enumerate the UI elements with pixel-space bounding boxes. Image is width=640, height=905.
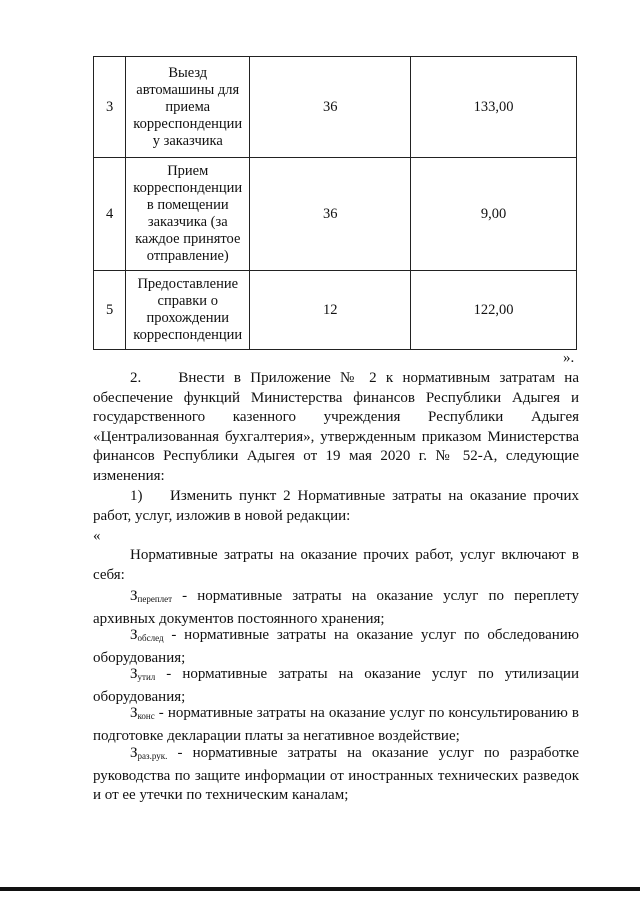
service-price: 133,00 [411, 57, 577, 158]
table-row [94, 57, 577, 158]
cost-description: - нормативные затраты на оказание услуг по обследованию оборудования; [93, 627, 579, 666]
page-bottom-border [0, 887, 640, 891]
cost-symbol: З [130, 666, 138, 682]
row-number: 5 [94, 271, 126, 350]
service-name: Выезд автомашины для приема корреспонденции у заказчика [126, 57, 250, 158]
service-price: 9,00 [411, 158, 577, 271]
table-closing-quote: ». [563, 350, 575, 366]
services-table [93, 56, 577, 350]
cost-subscript: обслед [137, 633, 164, 643]
cost-item [93, 744, 579, 806]
service-name: Прием корреспонденции в помещении заказчика (за каждое принятое отправление) [126, 158, 250, 271]
cost-symbol: З [130, 588, 138, 604]
cost-description: - нормативные затраты на оказание услуг по переплету архивных документов постоянного хранения; [93, 588, 579, 627]
cost-item [93, 704, 579, 746]
row-number: 4 [94, 158, 126, 271]
opening-quote: « [93, 528, 101, 544]
cost-symbol: З [130, 627, 138, 643]
cost-item [93, 587, 579, 629]
cost-subscript: утил [137, 672, 156, 682]
table-row [94, 271, 577, 350]
cost-item [93, 626, 579, 668]
service-quantity: 36 [250, 158, 411, 271]
cost-description: - нормативные затраты на оказание услуг по консультированию в подготовке декларации платы за негативное воздействие; [93, 705, 579, 744]
cost-symbol: З [130, 745, 138, 761]
intro-paragraph: Нормативные затраты на оказание прочих работ, услуг включают в себя: [93, 547, 579, 583]
service-name: Предоставление справки о прохождении корреспонденции [126, 271, 250, 350]
cost-subscript: раз.рук. [137, 751, 168, 761]
service-quantity: 12 [250, 271, 411, 350]
cost-subscript: переплет [137, 594, 173, 604]
item-1: 1) Изменить пункт 2 Нормативные затраты на оказание прочих работ, услуг, изложив в новой редакции: [93, 488, 579, 524]
service-price: 122,00 [411, 271, 577, 350]
cost-description: - нормативные затраты на оказание услуг по разработке руководства по защите информации от иностранных технических разведок и от ее утечки по техническим каналам; [93, 745, 579, 803]
table-row [94, 158, 577, 271]
cost-description: - нормативные затраты на оказание услуг по утилизации оборудования; [93, 666, 579, 705]
service-quantity: 36 [250, 57, 411, 158]
cost-item [93, 665, 579, 707]
paragraph-2: 2. Внести в Приложение № 2 к нормативным затратам на обеспечение функций Министерства финансов Республики Адыгея и государственного казенного учреждения Республики Адыгея «Централизованная бухгалтерия», утвержденным приказом Министерства финансов Республики Адыгея от 19 мая 2020 г. № 52-А, следующие изменения: [93, 370, 579, 484]
cost-subscript: конс [137, 711, 155, 721]
cost-symbol: З [130, 705, 138, 721]
row-number: 3 [94, 57, 126, 158]
